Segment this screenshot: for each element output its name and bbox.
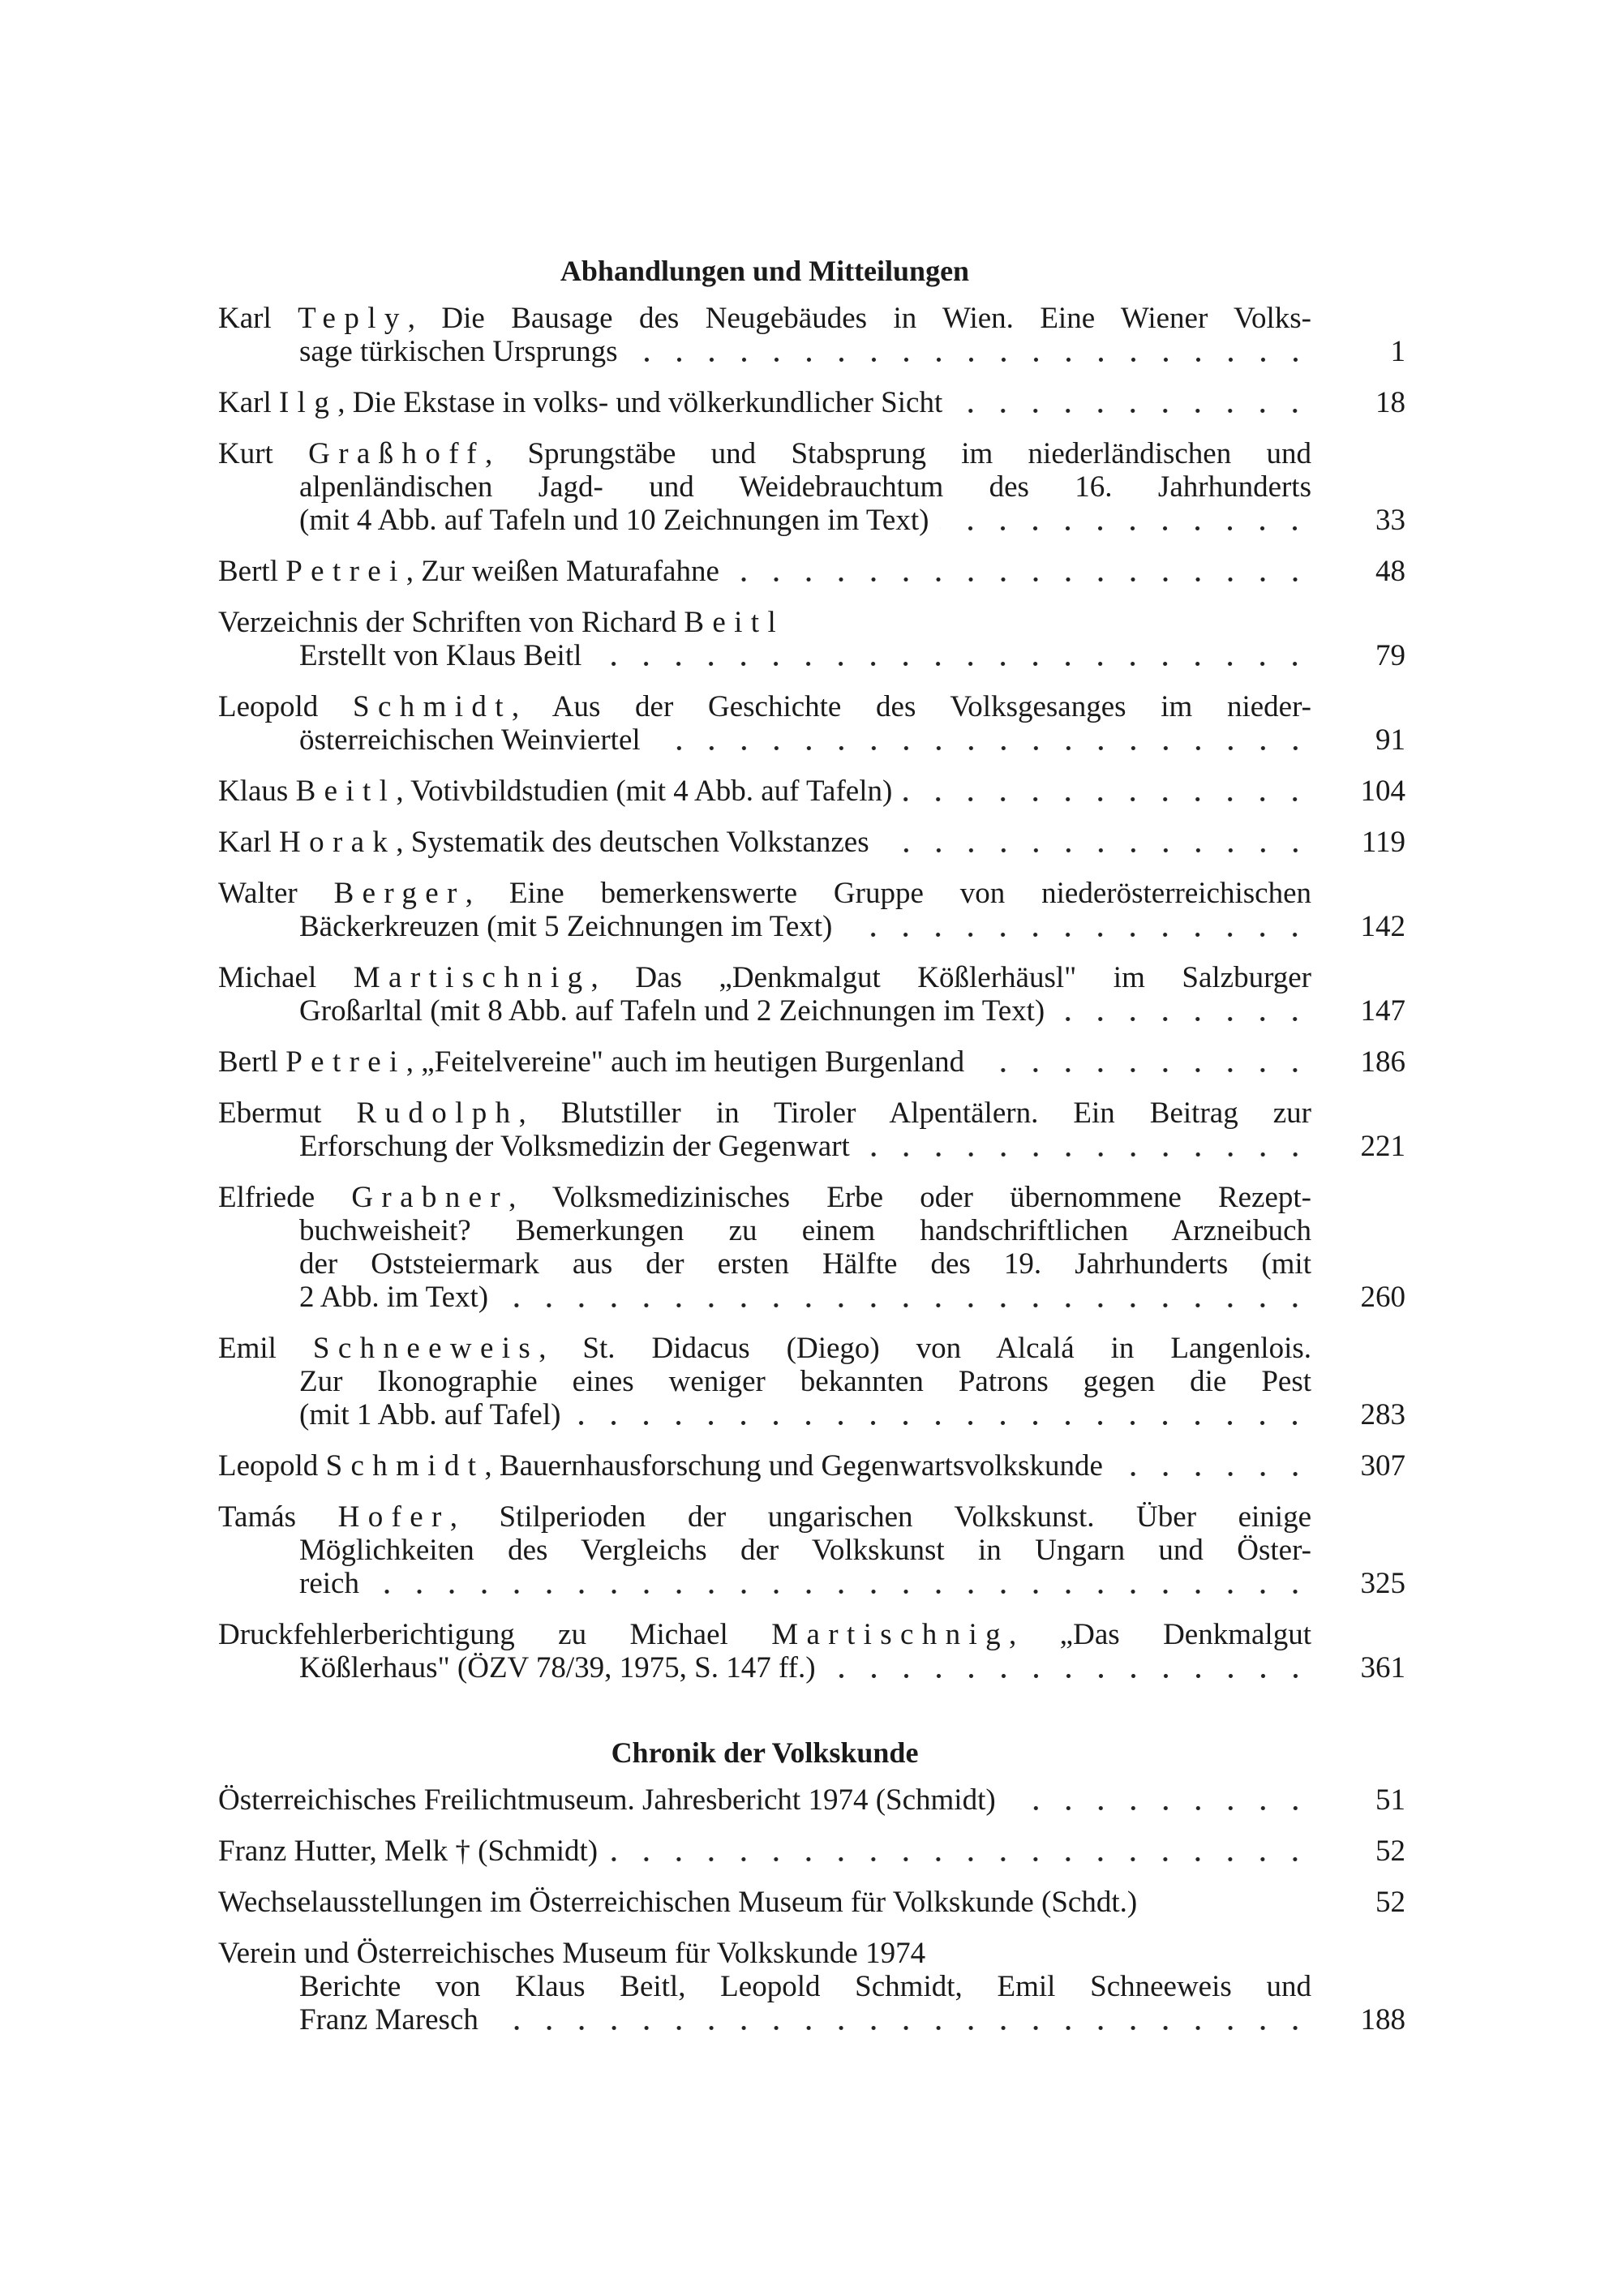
entry-line-text: [218, 826, 869, 859]
entry-line-text: [218, 775, 892, 808]
dot-leader: [609, 1835, 1311, 1868]
page-number: 147: [1360, 994, 1405, 1028]
dot-leader: [861, 1130, 1311, 1163]
entry-line: [218, 1398, 1311, 1431]
entry-line: [218, 335, 1311, 368]
title-text: , Die Ekstase in volks- und völkerkundlicher Sicht: [337, 386, 943, 419]
entry-line-text: [218, 1835, 598, 1868]
entry-text: [218, 1045, 1311, 1079]
entry-line-text: [299, 1214, 1311, 1247]
entry-line: [218, 1618, 1311, 1651]
entry-line-text: [299, 1534, 1311, 1567]
toc-entry: [218, 1937, 1405, 2036]
entry-line-text: [218, 1937, 925, 1970]
entry-text: [218, 826, 1311, 859]
entry-line-text: [218, 1449, 1103, 1483]
title-text: , Blutstiller in Tiroler Alpentälern. Ein Beitrag zur: [518, 1097, 1311, 1130]
toc-entry: [218, 606, 1405, 672]
entry-text: [218, 1449, 1311, 1483]
entry-text: [218, 1886, 1311, 1919]
entry-line: [218, 877, 1311, 910]
entry-line-text: [218, 386, 942, 419]
entry-line-text: [299, 1970, 1311, 2003]
toc-entry: [218, 1835, 1405, 1868]
author-surname: Martischnig: [771, 1618, 1009, 1651]
title-text: , Stilperioden der ungarischen Volkskunst. Über einige: [449, 1500, 1311, 1534]
author-surname: Hofer: [337, 1500, 450, 1534]
page-number: 48: [1375, 555, 1405, 588]
entry-line: [218, 994, 1311, 1028]
entry-text: [218, 437, 1311, 537]
entry-line-text: [218, 1783, 996, 1817]
section-heading: Chronik der Volkskunde: [611, 1736, 919, 1769]
author-name: Kurt: [218, 437, 309, 470]
entry-text: [218, 1618, 1311, 1684]
entry-line: [218, 1281, 1311, 1314]
dot-leader: [940, 504, 1311, 537]
entry-line: [218, 1651, 1311, 1684]
page-number: 79: [1375, 639, 1405, 672]
entry-line: [218, 1332, 1311, 1365]
entry-text: [218, 1332, 1311, 1431]
title-text: Großarltal (mit 8 Abb. auf Tafeln und 2 Zeichnungen im Text): [299, 994, 1045, 1028]
title-text: , Volksmedizinisches Erbe oder übernommene Rezept-: [508, 1181, 1311, 1214]
entry-text: [218, 1783, 1311, 1817]
dot-leader: [593, 639, 1311, 672]
author-surname: Schneeweis: [312, 1332, 539, 1365]
title-text: Erforschung der Volksmedizin der Gegenwart: [299, 1130, 850, 1163]
entry-line: [218, 470, 1311, 504]
entry-text: [218, 1937, 1311, 2036]
toc-entry: [218, 302, 1405, 368]
entry-line: [218, 1886, 1311, 1919]
author-name: Tamás: [218, 1500, 338, 1534]
toc-entry: [218, 1181, 1405, 1314]
entry-line-text: [299, 994, 1045, 1028]
author-name: Walter: [218, 877, 334, 910]
entry-line-text: [218, 1097, 1311, 1130]
entry-text: [218, 1097, 1311, 1163]
author-surname: Graßhoff: [308, 437, 485, 470]
author-name: Leopold: [218, 1449, 326, 1483]
entry-line-text: [218, 1332, 1311, 1365]
toc-entry: [218, 1783, 1405, 1817]
toc-entry: [218, 1618, 1405, 1684]
entry-line: [218, 1835, 1311, 1868]
entry-line-text: [218, 1618, 1311, 1651]
title-text: , Die Bausage des Neugebäudes in Wien. Eine Wiener Volks-: [407, 302, 1311, 335]
entry-text: [218, 690, 1311, 757]
toc-entry: [218, 1449, 1405, 1483]
page-number: 51: [1375, 1783, 1405, 1817]
entry-line: [218, 1449, 1311, 1483]
entry-line-text: [299, 2003, 478, 2036]
author-name: Leopold: [218, 690, 353, 723]
entry-line: [218, 1097, 1311, 1130]
toc-entry: [218, 877, 1405, 943]
author-surname: Berger: [333, 877, 466, 910]
entry-line-text: [218, 1045, 964, 1079]
title-text: , Zur weißen Maturafahne: [406, 555, 719, 588]
entry-text: [218, 961, 1311, 1028]
section-heading: Abhandlungen und Mitteilungen: [560, 255, 970, 287]
entry-line-text: [218, 961, 1311, 994]
entry-line: [218, 1365, 1311, 1398]
entry-line: [218, 1534, 1311, 1567]
toc-entry: [218, 1045, 1405, 1079]
title-text: Bäckerkreuzen (mit 5 Zeichnungen im Text): [299, 910, 833, 943]
entry-line-text: [299, 1567, 359, 1600]
page-number: 307: [1360, 1449, 1405, 1483]
title-text: (mit 1 Abb. auf Tafel): [299, 1398, 561, 1431]
author-surname: Martischnig: [353, 961, 591, 994]
title-text: sage türkischen Ursprungs: [299, 335, 618, 368]
entry-line: [218, 1937, 1311, 1970]
title-text: Kößlerhaus" (ÖZV 78/39, 1975, S. 147 ff.): [299, 1651, 816, 1684]
page-number: 142: [1360, 910, 1405, 943]
dot-leader: [903, 775, 1311, 808]
author-surname: Schmidt: [325, 1449, 485, 1483]
entry-text: [218, 877, 1311, 943]
title-text: , St. Didacus (Diego) von Alcalá in Langenlois.: [539, 1332, 1311, 1365]
dot-leader: [1114, 1449, 1311, 1483]
title-text: Verein und Österreichisches Museum für Volkskunde 1974: [218, 1937, 926, 1970]
title-text: , „Feitelvereine" auch im heutigen Burgenland: [406, 1045, 965, 1079]
title-text: Berichte von Klaus Beitl, Leopold Schmidt, Emil Schneeweis und: [299, 1970, 1311, 2003]
page-number: 52: [1375, 1835, 1405, 1868]
page-number: 221: [1360, 1130, 1405, 1163]
table-of-contents: [218, 253, 1405, 2036]
entry-line: [218, 504, 1311, 537]
entry-text: [218, 606, 1311, 672]
entry-line: [218, 1181, 1311, 1214]
entry-line: [218, 1970, 1311, 2003]
entry-line-text: [299, 1398, 560, 1431]
entry-line-text: [218, 302, 1311, 335]
title-text: , Bauernhausforschung und Gegenwartsvolkskunde: [484, 1449, 1103, 1483]
dot-leader: [572, 1398, 1311, 1431]
entry-text: [218, 775, 1311, 808]
author-name: Druckfehlerberichtigung zu Michael: [218, 1618, 772, 1651]
page-number: 119: [1361, 826, 1405, 859]
toc-entry: [218, 961, 1405, 1028]
entry-text: [218, 555, 1311, 588]
page-number: 361: [1360, 1651, 1405, 1684]
author-surname: Grabner: [351, 1181, 509, 1214]
title-text: österreichischen Weinviertel: [299, 723, 641, 757]
page-number: 91: [1375, 723, 1405, 757]
entry-line: [218, 723, 1311, 757]
dot-leader: [827, 1651, 1311, 1684]
entry-line-text: [299, 1247, 1311, 1281]
author-name: Elfriede: [218, 1181, 352, 1214]
author-surname: Petrei: [285, 555, 406, 588]
page-number: 18: [1375, 386, 1405, 419]
entry-line: [218, 639, 1311, 672]
entry-line: [218, 1500, 1311, 1534]
title-text: Franz Maresch: [299, 2003, 478, 2036]
dot-leader: [954, 386, 1311, 419]
author-name: Emil: [218, 1332, 313, 1365]
author-name: Bertl: [218, 1045, 286, 1079]
entry-line: [218, 690, 1311, 723]
entry-line-text: [218, 1181, 1311, 1214]
entry-line-text: [299, 1651, 816, 1684]
entry-line-text: [299, 335, 618, 368]
entry-line-text: [299, 1130, 850, 1163]
author-name: Michael: [218, 961, 354, 994]
dot-leader: [976, 1045, 1311, 1079]
entry-line-text: [299, 504, 929, 537]
author-surname: Ilg: [279, 386, 338, 419]
page-number: 188: [1360, 2003, 1405, 2036]
entry-text: [218, 1181, 1311, 1314]
entry-line: [218, 437, 1311, 470]
entry-line: [218, 910, 1311, 943]
title-text: , Das „Denkmalgut Kößlerhäusl" im Salzburger: [590, 961, 1311, 994]
dot-leader: [629, 335, 1311, 368]
author-name: Karl: [218, 386, 279, 419]
author-surname: Beitl: [295, 775, 397, 808]
entry-line-text: [218, 437, 1311, 470]
entry-line: [218, 606, 1311, 639]
entry-line: [218, 2003, 1311, 2036]
author-surname: Horak: [279, 826, 397, 859]
entry-line: [218, 1130, 1311, 1163]
title-text: 2 Abb. im Text): [299, 1281, 489, 1314]
author-name: Karl: [218, 302, 298, 335]
entry-line: [218, 555, 1311, 588]
author-surname: Rudolph: [356, 1097, 519, 1130]
dot-leader: [490, 2003, 1311, 2036]
entry-line: [218, 302, 1311, 335]
page-number: 33: [1375, 504, 1405, 537]
title-text: Erstellt von Klaus Beitl: [299, 639, 582, 672]
entry-line: [218, 775, 1311, 808]
dot-leader: [500, 1281, 1311, 1314]
toc-entry: [218, 690, 1405, 757]
entry-line-text: [299, 910, 832, 943]
toc-entry: [218, 386, 1405, 419]
entry-line-text: [218, 1500, 1311, 1534]
toc-entry: [218, 555, 1405, 588]
toc-entry: [218, 1500, 1405, 1600]
page-number: 186: [1360, 1045, 1405, 1079]
dot-leader: [731, 555, 1311, 588]
title-text: Österreichisches Freilichtmuseum. Jahresbericht 1974 (Schmidt): [218, 1783, 996, 1817]
entry-text: [218, 302, 1311, 368]
author-surname: Petrei: [285, 1045, 406, 1079]
title-text: alpenländischen Jagd- und Weidebrauchtum des 16. Jahrhunderts: [299, 470, 1311, 504]
author-name: Klaus: [218, 775, 296, 808]
page-number: 325: [1360, 1567, 1405, 1600]
dot-leader: [1007, 1783, 1311, 1817]
entry-text: [218, 1835, 1311, 1868]
entry-line: [218, 1247, 1311, 1281]
entry-line-text: [218, 555, 719, 588]
page-number: 1: [1390, 335, 1405, 368]
dot-leader: [1056, 994, 1311, 1028]
title-text: , Eine bemerkenswerte Gruppe von niederösterreichischen: [465, 877, 1311, 910]
toc-entry: [218, 775, 1405, 808]
entry-line-text: [218, 690, 1311, 723]
page-number: 260: [1360, 1281, 1405, 1314]
entry-line-text: [299, 723, 641, 757]
toc-entry: [218, 1097, 1405, 1163]
title-text: Wechselausstellungen im Österreichischen Museum für Volkskunde (Schdt.): [218, 1886, 1138, 1919]
toc-entry: [218, 826, 1405, 859]
dot-leader: [843, 910, 1311, 943]
entry-line-text: [218, 1886, 1137, 1919]
page-number: 104: [1360, 775, 1405, 808]
dot-leader: [881, 826, 1311, 859]
title-text: (mit 4 Abb. auf Tafeln und 10 Zeichnungen im Text): [299, 504, 929, 537]
title-text: , „Das Denkmalgut: [1008, 1618, 1311, 1651]
author-surname: Teply: [298, 302, 408, 335]
title-text: buchweisheit? Bemerkungen zu einem handschriftlichen Arzneibuch: [299, 1214, 1311, 1247]
title-text: , Votivbildstudien (mit 4 Abb. auf Tafeln): [396, 775, 893, 808]
title-text: , Sprungstäbe und Stabsprung im niederländischen und: [484, 437, 1311, 470]
entry-line: [218, 1045, 1311, 1079]
entry-line: [218, 1567, 1311, 1600]
dot-leader: [652, 723, 1311, 757]
dot-leader: [371, 1567, 1311, 1600]
author-surname: Schmidt: [353, 690, 512, 723]
author-name: Bertl: [218, 555, 286, 588]
title-text: , Aus der Geschichte des Volksgesanges im nieder-: [511, 690, 1311, 723]
author-name: Ebermut: [218, 1097, 357, 1130]
entry-line: [218, 826, 1311, 859]
entry-line: [218, 1783, 1311, 1817]
entry-line-text: [299, 1365, 1311, 1398]
entry-text: [218, 386, 1311, 419]
title-text: Franz Hutter, Melk † (Schmidt): [218, 1835, 599, 1868]
entry-text: [218, 1500, 1311, 1600]
page-number: 283: [1360, 1398, 1405, 1431]
entry-line-text: [299, 470, 1311, 504]
author-surname: Beitl: [684, 606, 785, 639]
author-name: Karl: [218, 826, 279, 859]
page-number: 52: [1375, 1886, 1405, 1919]
toc-entry: [218, 1886, 1405, 1919]
entry-line: [218, 386, 1311, 419]
title-text: der Oststeiermark aus der ersten Hälfte des 19. Jahrhunderts (mit: [299, 1247, 1311, 1281]
entry-line-text: [218, 606, 784, 639]
title-text: Zur Ikonographie eines weniger bekannten Patrons gegen die Pest: [299, 1365, 1311, 1398]
entry-line: [218, 961, 1311, 994]
entry-line-text: [299, 1281, 488, 1314]
entry-line-text: [218, 877, 1311, 910]
title-text: reich: [299, 1567, 359, 1600]
toc-entry: [218, 437, 1405, 537]
entry-line: [218, 1214, 1311, 1247]
title-text: Möglichkeiten des Vergleichs der Volkskunst in Ungarn und Öster-: [299, 1534, 1311, 1567]
author-name: Verzeichnis der Schriften von Richard: [218, 606, 684, 639]
title-text: , Systematik des deutschen Volkstanzes: [396, 826, 869, 859]
entry-line-text: [299, 639, 581, 672]
toc-entry: [218, 1332, 1405, 1431]
